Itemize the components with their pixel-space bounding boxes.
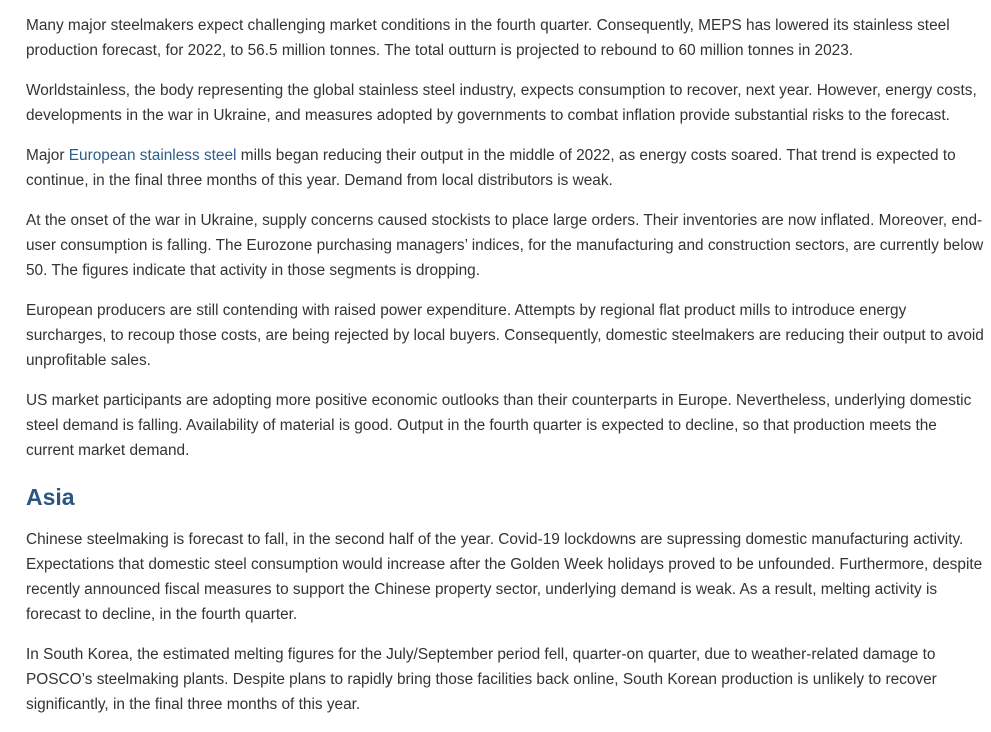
paragraph-european-mills	[26, 143, 988, 193]
paragraph-power-expenditure: European producers are still contending with raised power expenditure. Attempts by regional flat product mills to introduce energy surcharges, to recoup those costs, are being rejected by local buyers. Consequently, domestic steelmakers are reducing their output to avoid unprofitable sales.	[26, 302, 984, 369]
section-heading-asia: Asia	[26, 484, 75, 510]
paragraph-war-stockists: At the onset of the war in Ukraine, supply concerns caused stockists to place large orders. Their inventories are now inflated. Moreover, end-user consumption is falling. The Eurozone purchasing managers’ indices, for the manufacturing and construction sectors, are currently below 50. The figures indicate that activity in those segments is dropping.	[26, 212, 984, 279]
paragraph-us-market: US market participants are adopting more positive economic outlooks than their counterparts in Europe. Nevertheless, underlying domestic steel demand is falling. Availability of material is good. Output in the fourth quarter is expected to decline, so that production meets the current market demand.	[26, 392, 972, 459]
article-body	[26, 13, 988, 732]
europe-para-suffix: mills began reducing their output in the middle of 2022, as energy costs soared. That trend is expected to continue, in the final three months of this year. Demand from local distributors is weak.	[26, 147, 956, 189]
paragraph-worldstainless: Worldstainless, the body representing the global stainless steel industry, expects consumption to recover, next year. However, energy costs, developments in the war in Ukraine, and measures adopted by governments to combat inflation provide substantial risks to the forecast.	[26, 82, 977, 124]
paragraph-production-forecast: Many major steelmakers expect challenging market conditions in the fourth quarter. Consequently, MEPS has lowered its stainless steel production forecast, for 2022, to 56.5 million tonnes. The total outturn is projected to rebound to 60 million tonnes in 2023.	[26, 17, 950, 59]
paragraph-south-korea: In South Korea, the estimated melting figures for the July/September period fell, quarter-on quarter, due to weather-related damage to POSCO’s steelmaking plants. Despite plans to rapidly bring those facilities back online, South Korean production is unlikely to recover significantly, in the final three months of this year.	[26, 646, 937, 713]
european-stainless-steel-link[interactable]: European stainless steel	[68, 147, 237, 164]
paragraph-china: Chinese steelmaking is forecast to fall, in the second half of the year. Covid-19 lockdowns are supressing domestic manufacturing activity. Expectations that domestic steel consumption would increase after the Golden Week holidays proved to be unfounded. Furthermore, despite recently announced fiscal measures to support the Chinese property sector, underlying demand is weak. As a result, melting activity is forecast to decline, in the fourth quarter.	[26, 531, 983, 623]
europe-para-prefix: Major	[26, 147, 69, 164]
